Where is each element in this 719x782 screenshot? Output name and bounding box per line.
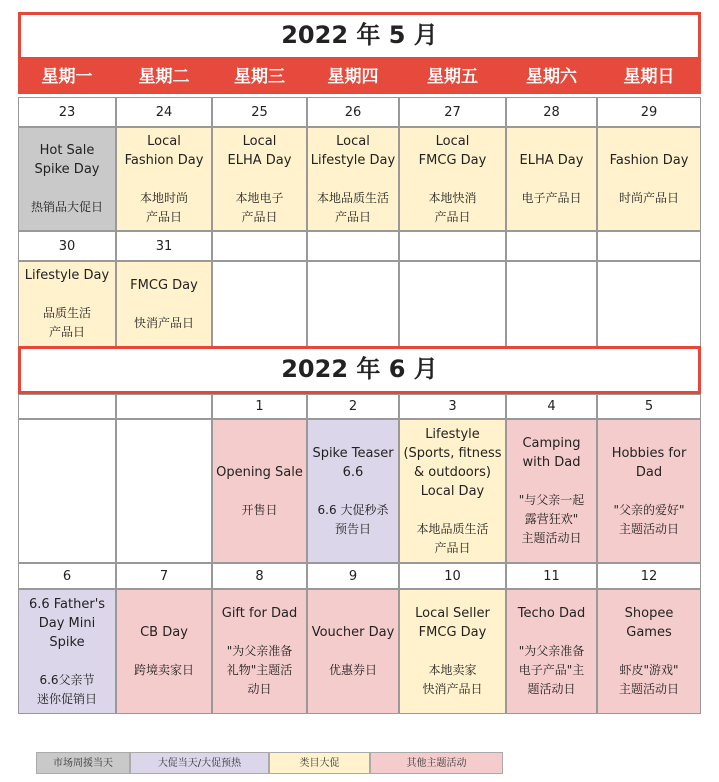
event-name-en: Camping with Dad: [522, 436, 581, 470]
date-cell: 31: [116, 231, 212, 261]
date-cell: 27: [399, 97, 506, 127]
event-cell: [597, 589, 701, 714]
legend-item: 类目大促: [269, 752, 370, 774]
event-cell: [116, 589, 212, 714]
event-cell: [18, 127, 116, 231]
event-cell: [307, 419, 399, 563]
event-cell: [116, 261, 212, 347]
event-cell: [18, 419, 116, 563]
date-cell: 7: [116, 563, 212, 589]
event-cell: [212, 127, 307, 231]
event-cell: [18, 589, 116, 714]
event-name-en: Opening Sale: [216, 464, 303, 480]
event-name-en: FMCG Day: [130, 277, 198, 293]
may-month-title: 2022 年 5 月: [18, 12, 701, 60]
date-cell: 28: [506, 97, 597, 127]
event-name-zh: 电子产品日: [521, 190, 582, 205]
event-cell: [212, 261, 307, 347]
event-cell: [597, 127, 701, 231]
weekday-tue: 星期二: [138, 67, 190, 87]
event-name-en: Local Seller FMCG Day: [415, 606, 490, 640]
event-name-zh: 本地电子 产品日: [235, 190, 284, 224]
event-cell: [399, 127, 506, 231]
event-cell: [399, 589, 506, 714]
event-name-en: Voucher Day: [311, 625, 395, 640]
date-cell: 29: [597, 97, 701, 127]
event-name-en: Techo Dad: [517, 606, 586, 621]
event-cell: [506, 419, 597, 563]
date-cell: 10: [399, 563, 506, 589]
event-name-zh: 本地时尚 产品日: [139, 190, 188, 224]
event-name-en: Shopee Games: [624, 606, 674, 640]
event-name-en: Hobbies for Dad: [611, 445, 687, 480]
event-name-zh: 热销品大促日: [30, 200, 103, 214]
event-name-en: Local FMCG Day: [418, 133, 487, 168]
weekday-wed: 星期三: [234, 67, 285, 87]
event-cell: [116, 419, 212, 563]
event-name-en: Lifestyle (Sports, fitness & outdoors) Local Day: [403, 426, 502, 499]
event-name-zh: 虾皮"游戏" 主题活动日: [618, 663, 679, 696]
event-name-en: Lifestyle Day: [24, 268, 110, 283]
event-name-en: Local ELHA Day: [227, 133, 292, 168]
event-name-zh: "为父亲准备 电子产品"主 题活动日: [518, 644, 585, 696]
event-name-en: Gift for Dad: [221, 606, 298, 621]
weekday-header-bar: [18, 60, 701, 94]
date-cell: 26: [307, 97, 399, 127]
event-name-zh: 开售日: [241, 502, 278, 517]
date-cell: [399, 231, 506, 261]
weekday-sat: 星期六: [526, 67, 577, 87]
date-cell: 9: [307, 563, 399, 589]
event-name-zh: 品质生活 产品日: [42, 306, 91, 339]
date-cell: 5: [597, 394, 701, 419]
date-cell: 4: [506, 394, 597, 419]
event-name-en: Hot Sale Spike Day: [34, 143, 100, 177]
date-cell: 8: [212, 563, 307, 589]
weekday-fri: 星期五: [427, 67, 478, 87]
date-cell: 30: [18, 231, 116, 261]
date-cell: 2: [307, 394, 399, 419]
event-name-zh: 6.6 大促秒杀 预告日: [317, 502, 389, 536]
weekday-mon: 星期一: [41, 67, 93, 87]
event-cell: [307, 127, 399, 231]
date-cell: [506, 231, 597, 261]
event-name-en: Local Fashion Day: [124, 133, 204, 168]
event-cell: [399, 419, 506, 563]
legend-item: 大促当天/大促预热: [130, 752, 269, 774]
event-name-zh: 本地快消 产品日: [428, 190, 477, 224]
event-cell: [307, 261, 399, 347]
event-name-en: CB Day: [140, 625, 188, 640]
date-cell: 25: [212, 97, 307, 127]
event-cell: [506, 589, 597, 714]
date-cell: 11: [506, 563, 597, 589]
event-cell: [116, 127, 212, 231]
date-cell: 6: [18, 563, 116, 589]
event-cell: [506, 261, 597, 347]
weekday-thu: 星期四: [327, 67, 379, 87]
event-name-zh: 跨境卖家日: [133, 663, 194, 677]
event-cell: [212, 589, 307, 714]
event-name-en: Local Lifestyle Day: [310, 133, 396, 168]
event-name-zh: "与父亲一起 露营狂欢" 主题活动日: [518, 493, 585, 545]
date-cell: [116, 394, 212, 419]
event-cell: [506, 127, 597, 231]
event-cell: [18, 261, 116, 347]
legend-item: 其他主题活动: [370, 752, 503, 774]
date-cell: 23: [18, 97, 116, 127]
date-cell: 12: [597, 563, 701, 589]
event-cell: [597, 419, 701, 563]
event-name-zh: 时尚产品日: [618, 190, 679, 205]
event-name-zh: 本地品质生活 产品日: [416, 521, 489, 555]
event-name-zh: 本地品质生活 产品日: [316, 190, 389, 224]
date-cell: 3: [399, 394, 506, 419]
event-name-en: Spike Teaser 6.6: [312, 445, 394, 480]
date-cell: [212, 231, 307, 261]
event-name-zh: "父亲的爱好" 主题活动日: [613, 502, 685, 536]
date-cell: [597, 231, 701, 261]
event-name-zh: 快消产品日: [133, 315, 194, 330]
weekday-sun: 星期日: [623, 67, 675, 87]
date-cell: 1: [212, 394, 307, 419]
event-name-zh: 优惠券日: [328, 663, 377, 677]
event-cell: [597, 261, 701, 347]
event-name-en: Fashion Day: [609, 152, 689, 168]
june-month-title: 2022 年 6 月: [18, 346, 701, 394]
date-cell: [18, 394, 116, 419]
event-name-en: ELHA Day: [519, 152, 584, 168]
event-name-zh: 本地卖家 快消产品日: [422, 663, 483, 696]
event-name-en: 6.6 Father's Day Mini Spike: [28, 596, 106, 650]
event-cell: [212, 419, 307, 563]
event-name-zh: 6.6父亲节 迷你促销日: [36, 672, 97, 706]
date-cell: 24: [116, 97, 212, 127]
date-cell: [307, 231, 399, 261]
legend-item: 市场周援当天: [36, 752, 130, 774]
event-cell: [307, 589, 399, 714]
event-cell: [399, 261, 506, 347]
event-name-zh: "为父亲准备 礼物"主题活 动日: [226, 644, 293, 696]
